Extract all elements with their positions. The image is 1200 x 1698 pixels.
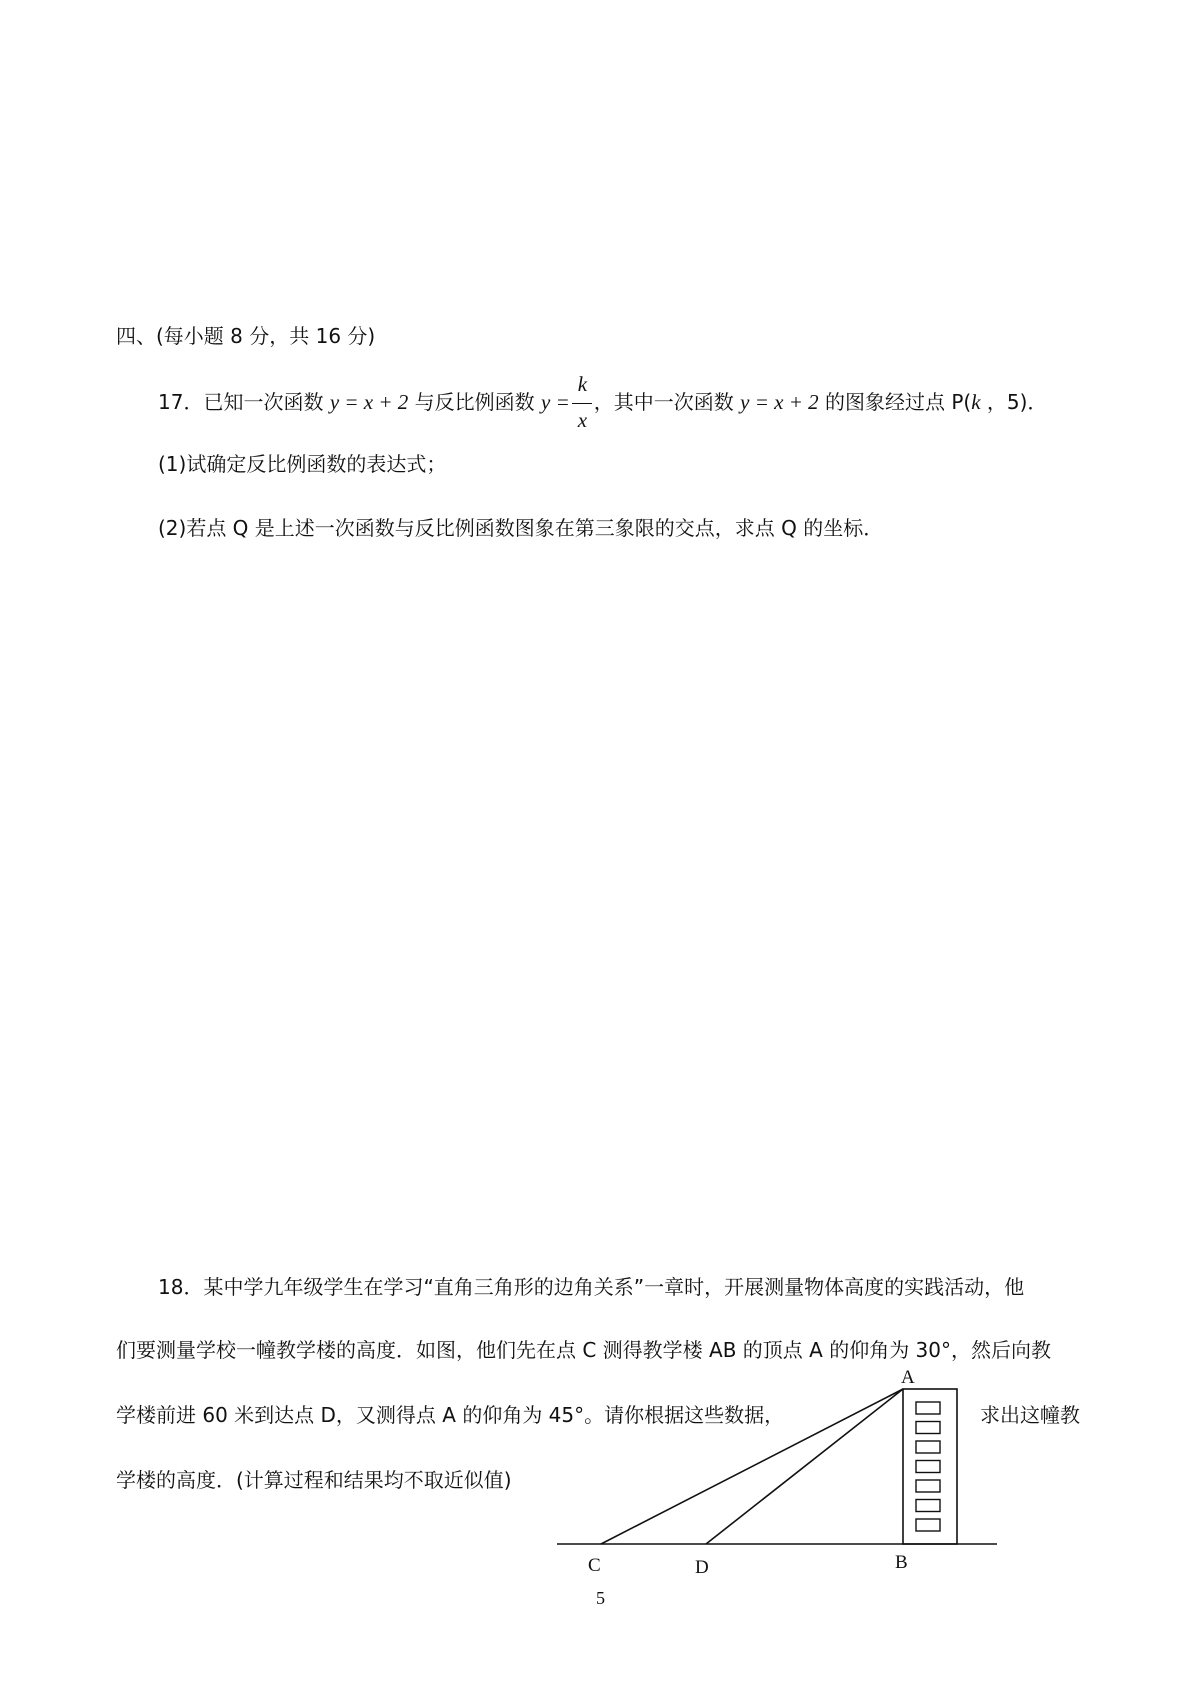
section-heading-text: 四、(每小题 8 分，共 16 分) <box>116 324 376 348</box>
label-c: C <box>588 1555 601 1576</box>
q18-line4 <box>116 1470 512 1490</box>
q17-fraction <box>570 371 594 432</box>
q17-part2-text: (2)若点 Q 是上述一次函数与反比例函数图象在第三象限的交点，求点 Q 的坐标． <box>158 516 884 540</box>
q17-eq-inv-prefix: y = <box>541 390 570 414</box>
q17-k-var: k <box>971 390 981 414</box>
q17-text-mid2: ，其中一次函数 <box>593 390 734 414</box>
q18-line1 <box>158 1277 1024 1297</box>
q17-part1 <box>158 454 446 474</box>
q18-line3b-text: 求出这幢教 <box>980 1403 1080 1427</box>
q17-text-end: ，5)． <box>986 390 1048 414</box>
q18-line3a-text: 学楼前进 60 米到达点 D，又测得点 A 的仰角为 45°。请你根据这些数据， <box>116 1403 785 1427</box>
q17-text-mid1: 与反比例函数 <box>414 390 535 414</box>
q18-line4-text: 学楼的高度．(计算过程和结果均不取近似值) <box>116 1468 512 1492</box>
building-outline <box>903 1389 957 1544</box>
sightline-ca <box>601 1389 903 1544</box>
q17-lead: 已知一次函数 <box>203 390 324 414</box>
label-b: B <box>895 1552 908 1573</box>
page-number: 5 <box>596 1588 605 1608</box>
q17-stem <box>158 371 1048 432</box>
geometry-figure <box>540 1355 1010 1580</box>
q17-part2 <box>158 518 883 538</box>
q17-frac-denominator: x <box>577 407 588 432</box>
building-window <box>916 1461 940 1473</box>
building-windows <box>916 1402 940 1531</box>
label-d: D <box>695 1557 709 1578</box>
building-window <box>916 1519 940 1531</box>
q17-eq-linear-a: y = x + 2 <box>329 390 409 414</box>
q18-line1-text: 18．某中学九年级学生在学习“直角三角形的边角关系”一章时，开展测量物体高度的实践活动，他 <box>158 1275 1025 1299</box>
q17-eq-linear-b: y = x + 2 <box>740 390 819 414</box>
q17-part1-text: (1)试确定反比例函数的表达式； <box>158 452 447 476</box>
building-window <box>916 1422 940 1434</box>
building-window <box>916 1500 940 1512</box>
building-window <box>916 1480 940 1492</box>
label-a: A <box>901 1367 915 1388</box>
section-heading <box>116 326 375 346</box>
building-window <box>916 1441 940 1453</box>
q17-number: 17． <box>158 390 204 414</box>
q17-frac-numerator: k <box>577 371 588 396</box>
building-window <box>916 1402 940 1414</box>
sightline-da <box>706 1389 903 1544</box>
q18-line2-text: 们要测量学校一幢教学楼的高度．如图，他们先在点 C 测得教学楼 AB 的顶点 A 的仰角为 30°，然后向教 <box>116 1338 1051 1362</box>
q17-text-mid3: 的图象经过点 P( <box>824 390 972 414</box>
q17-frac-bar <box>572 403 592 404</box>
